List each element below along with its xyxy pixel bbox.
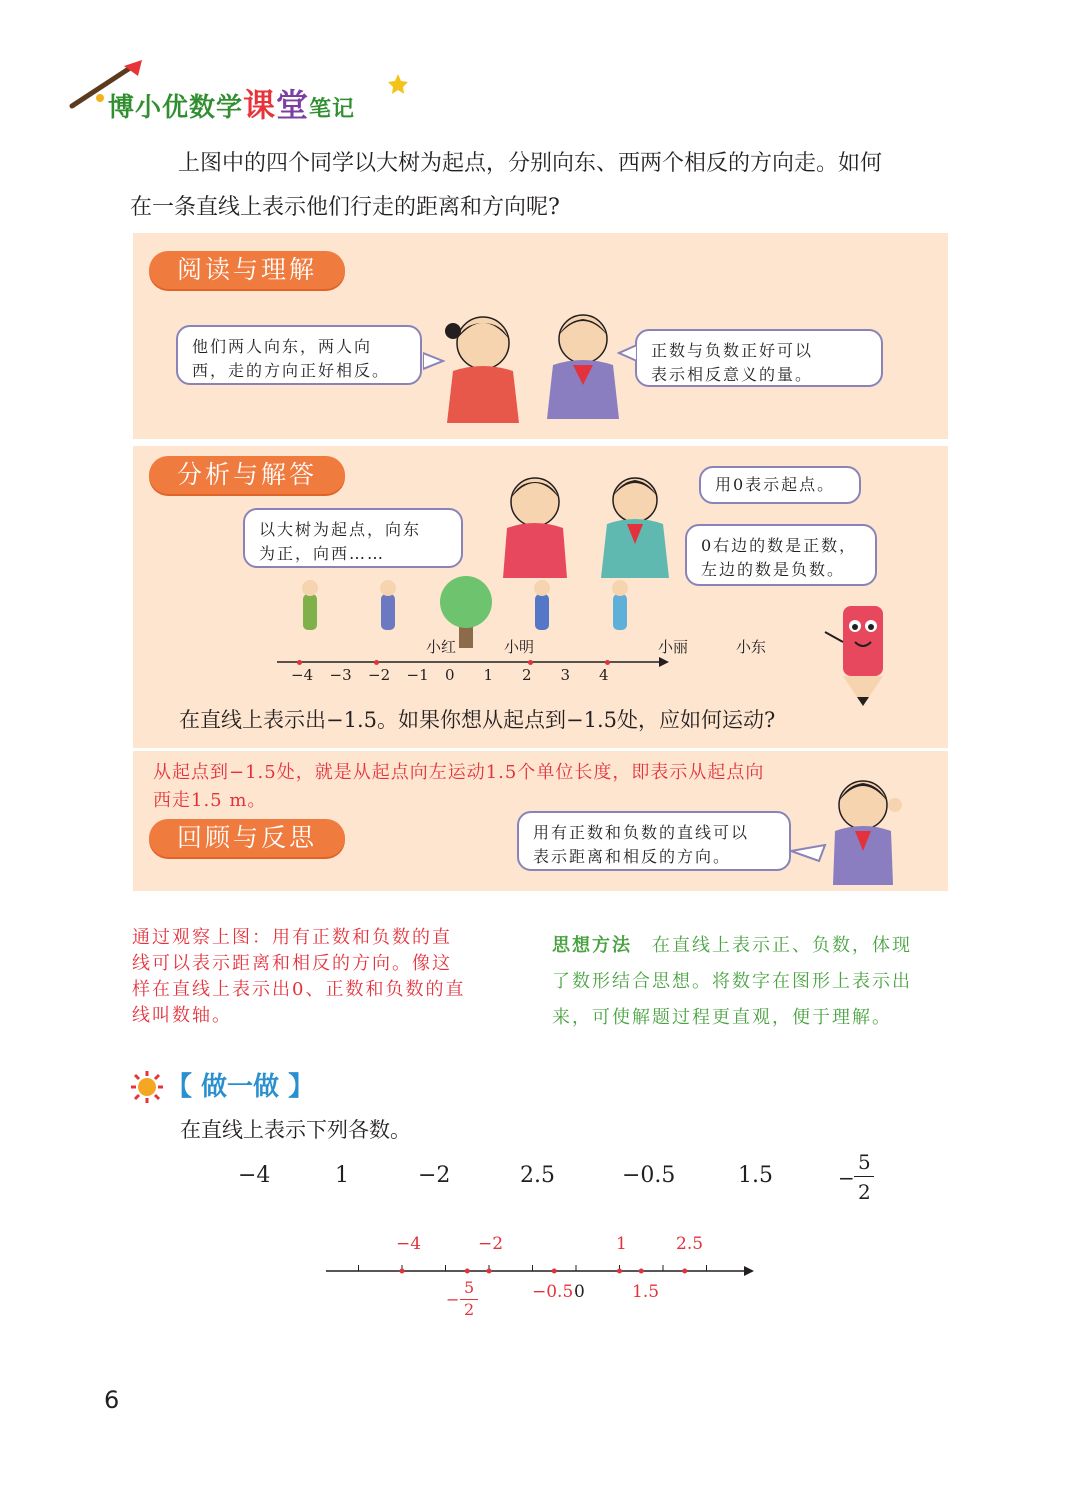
fraction-bar — [854, 1176, 874, 1177]
logo-char-tang: 堂 — [276, 86, 310, 124]
position-dot — [374, 660, 379, 665]
bubble-tail-right — [617, 341, 637, 365]
bubble-boy-line-1: 正数与负数正好可以 — [651, 341, 814, 360]
logo-char-ke: 课 — [243, 86, 277, 124]
method-note-title: 思想方法 — [552, 935, 632, 956]
answer-point — [487, 1269, 492, 1274]
method-line-1: 在直线上表示正、负数，体现 — [652, 935, 912, 956]
read-understand-tag: 阅读与理解 — [149, 251, 345, 289]
children-talking-illustration — [423, 313, 643, 433]
position-dot — [528, 660, 533, 665]
answer-point — [617, 1269, 622, 1274]
tick-label: 4 — [599, 666, 609, 684]
answer-point — [639, 1269, 644, 1274]
name-xiaoming: 小明 — [504, 638, 535, 656]
answer-fraction-sign: − — [446, 1290, 460, 1309]
answer-text — [153, 759, 764, 815]
question-text: 在直线上表示出−1.5。如果你想从起点到−1.5处，应如何运动? — [179, 708, 776, 732]
review-reflect-tag: 回顾与反思 — [149, 819, 345, 857]
page-number: 6 — [104, 1386, 120, 1414]
answer-label-neg4: −4 — [396, 1234, 422, 1254]
bubble-girl-line-1: 他们两人向东，两人向 — [192, 337, 373, 356]
bubble-boy-line-2: 表示相反意义的量。 — [651, 365, 814, 384]
bubble-review-line-1: 用有正数和负数的直线可以 — [533, 823, 750, 842]
bubble-boy2-line-2: 左边的数是负数。 — [701, 560, 846, 579]
exercise-number: −4 — [238, 1163, 271, 1188]
read-understand-panel — [133, 233, 948, 439]
fraction-denominator: 2 — [858, 1180, 871, 1204]
tick-label: 2 — [522, 666, 532, 684]
answer-label-neg2: −2 — [478, 1234, 504, 1254]
logo-char-biji: 笔记 — [309, 97, 356, 122]
number-axis-definition — [132, 925, 512, 1029]
position-dot — [297, 660, 302, 665]
name-xiaodong: 小东 — [736, 638, 767, 656]
review-panel — [133, 751, 948, 891]
tick-label: −3 — [329, 666, 352, 684]
exercise-number: −2 — [418, 1163, 451, 1188]
position-dot — [605, 660, 610, 665]
answer-line-2: 西走1.5 m。 — [153, 790, 267, 811]
answer-label-neg0-5: −0.5 — [532, 1282, 574, 1302]
definition-line-2: 线可以表示距离和相反的方向。像这 — [132, 953, 452, 974]
tick-label: −4 — [291, 666, 314, 684]
tick-label: 0 — [445, 666, 455, 684]
intro-line-2: 在一条直线上表示他们行走的距离和方向呢? — [130, 195, 560, 220]
method-line-3: 来，可使解题过程更直观，便于理解。 — [552, 1007, 892, 1028]
speech-bubble-girl — [176, 325, 422, 385]
exercise-number: 2.5 — [520, 1163, 555, 1188]
answer-line-1: 从起点到−1.5处，就是从起点向左运动1.5个单位长度，即表示从起点向 — [153, 762, 765, 783]
speech-bubble-review — [517, 811, 791, 871]
bubble-review-line-2: 表示距离和相反的方向。 — [533, 847, 732, 866]
definition-line-1: 通过观察上图：用有正数和负数的直 — [132, 927, 452, 948]
bubble-girl2-line-2: 为正，向西…… — [259, 544, 386, 563]
tick-label: −1 — [406, 666, 429, 684]
exercise-number: 1 — [335, 1163, 349, 1188]
exercise-title: 【 做一做 】 — [166, 1072, 315, 1102]
answer-point — [465, 1269, 470, 1274]
answer-label-1-5: 1.5 — [632, 1282, 660, 1302]
analyze-answer-panel — [133, 446, 948, 748]
name-xiaohong: 小红 — [426, 638, 457, 656]
sun-icon — [130, 1070, 164, 1104]
exercise-number: 1.5 — [738, 1163, 773, 1188]
answer-point — [400, 1269, 405, 1274]
bubble-boy2-line-1: 0右边的数是正数， — [701, 536, 858, 555]
intro-line-1: 上图中的四个同学以大树为起点，分别向东、西两个相反的方向走。如何 — [178, 151, 883, 176]
exercise-number: −0.5 — [622, 1163, 676, 1188]
logo-title — [108, 80, 355, 126]
method-note — [552, 928, 952, 1036]
logo-series-name: 博小优数学 — [108, 93, 244, 123]
bubble-top-text: 用0表示起点。 — [715, 475, 836, 494]
speech-bubble-boy — [635, 329, 883, 387]
answer-label-1: 1 — [616, 1234, 627, 1254]
fraction-sign: − — [838, 1166, 855, 1190]
tick-label: 3 — [560, 666, 571, 684]
answer-point — [552, 1269, 557, 1274]
answer-fraction-numerator: 5 — [464, 1278, 475, 1297]
analyze-answer-tag: 分析与解答 — [149, 456, 345, 494]
answer-label-2-5: 2.5 — [676, 1234, 704, 1254]
bubble-girl2-line-1: 以大树为起点，向东 — [259, 520, 422, 539]
intro-paragraph — [130, 142, 960, 230]
method-line-2: 了数形结合思想。将数字在图形上表示出 — [552, 971, 912, 992]
tick-label: 1 — [483, 666, 494, 684]
exercise-prompt: 在直线上表示下列各数。 — [180, 1118, 411, 1142]
fraction-numerator: 5 — [858, 1150, 871, 1174]
definition-line-3: 样在直线上表示出0、正数和负数的直 — [132, 979, 466, 1000]
name-xiaoli: 小丽 — [658, 638, 689, 656]
tick-label: −2 — [368, 666, 391, 684]
pencil-mascot-icon — [817, 602, 897, 712]
answer-fraction-denominator: 2 — [464, 1300, 475, 1319]
definition-line-4: 线叫数轴。 — [132, 1005, 232, 1026]
answer-point — [682, 1269, 687, 1274]
bubble-girl-line-2: 西，走的方向正好相反。 — [192, 361, 391, 380]
answer-label-0: 0 — [574, 1282, 585, 1302]
boy-waving-illustration — [789, 775, 909, 885]
